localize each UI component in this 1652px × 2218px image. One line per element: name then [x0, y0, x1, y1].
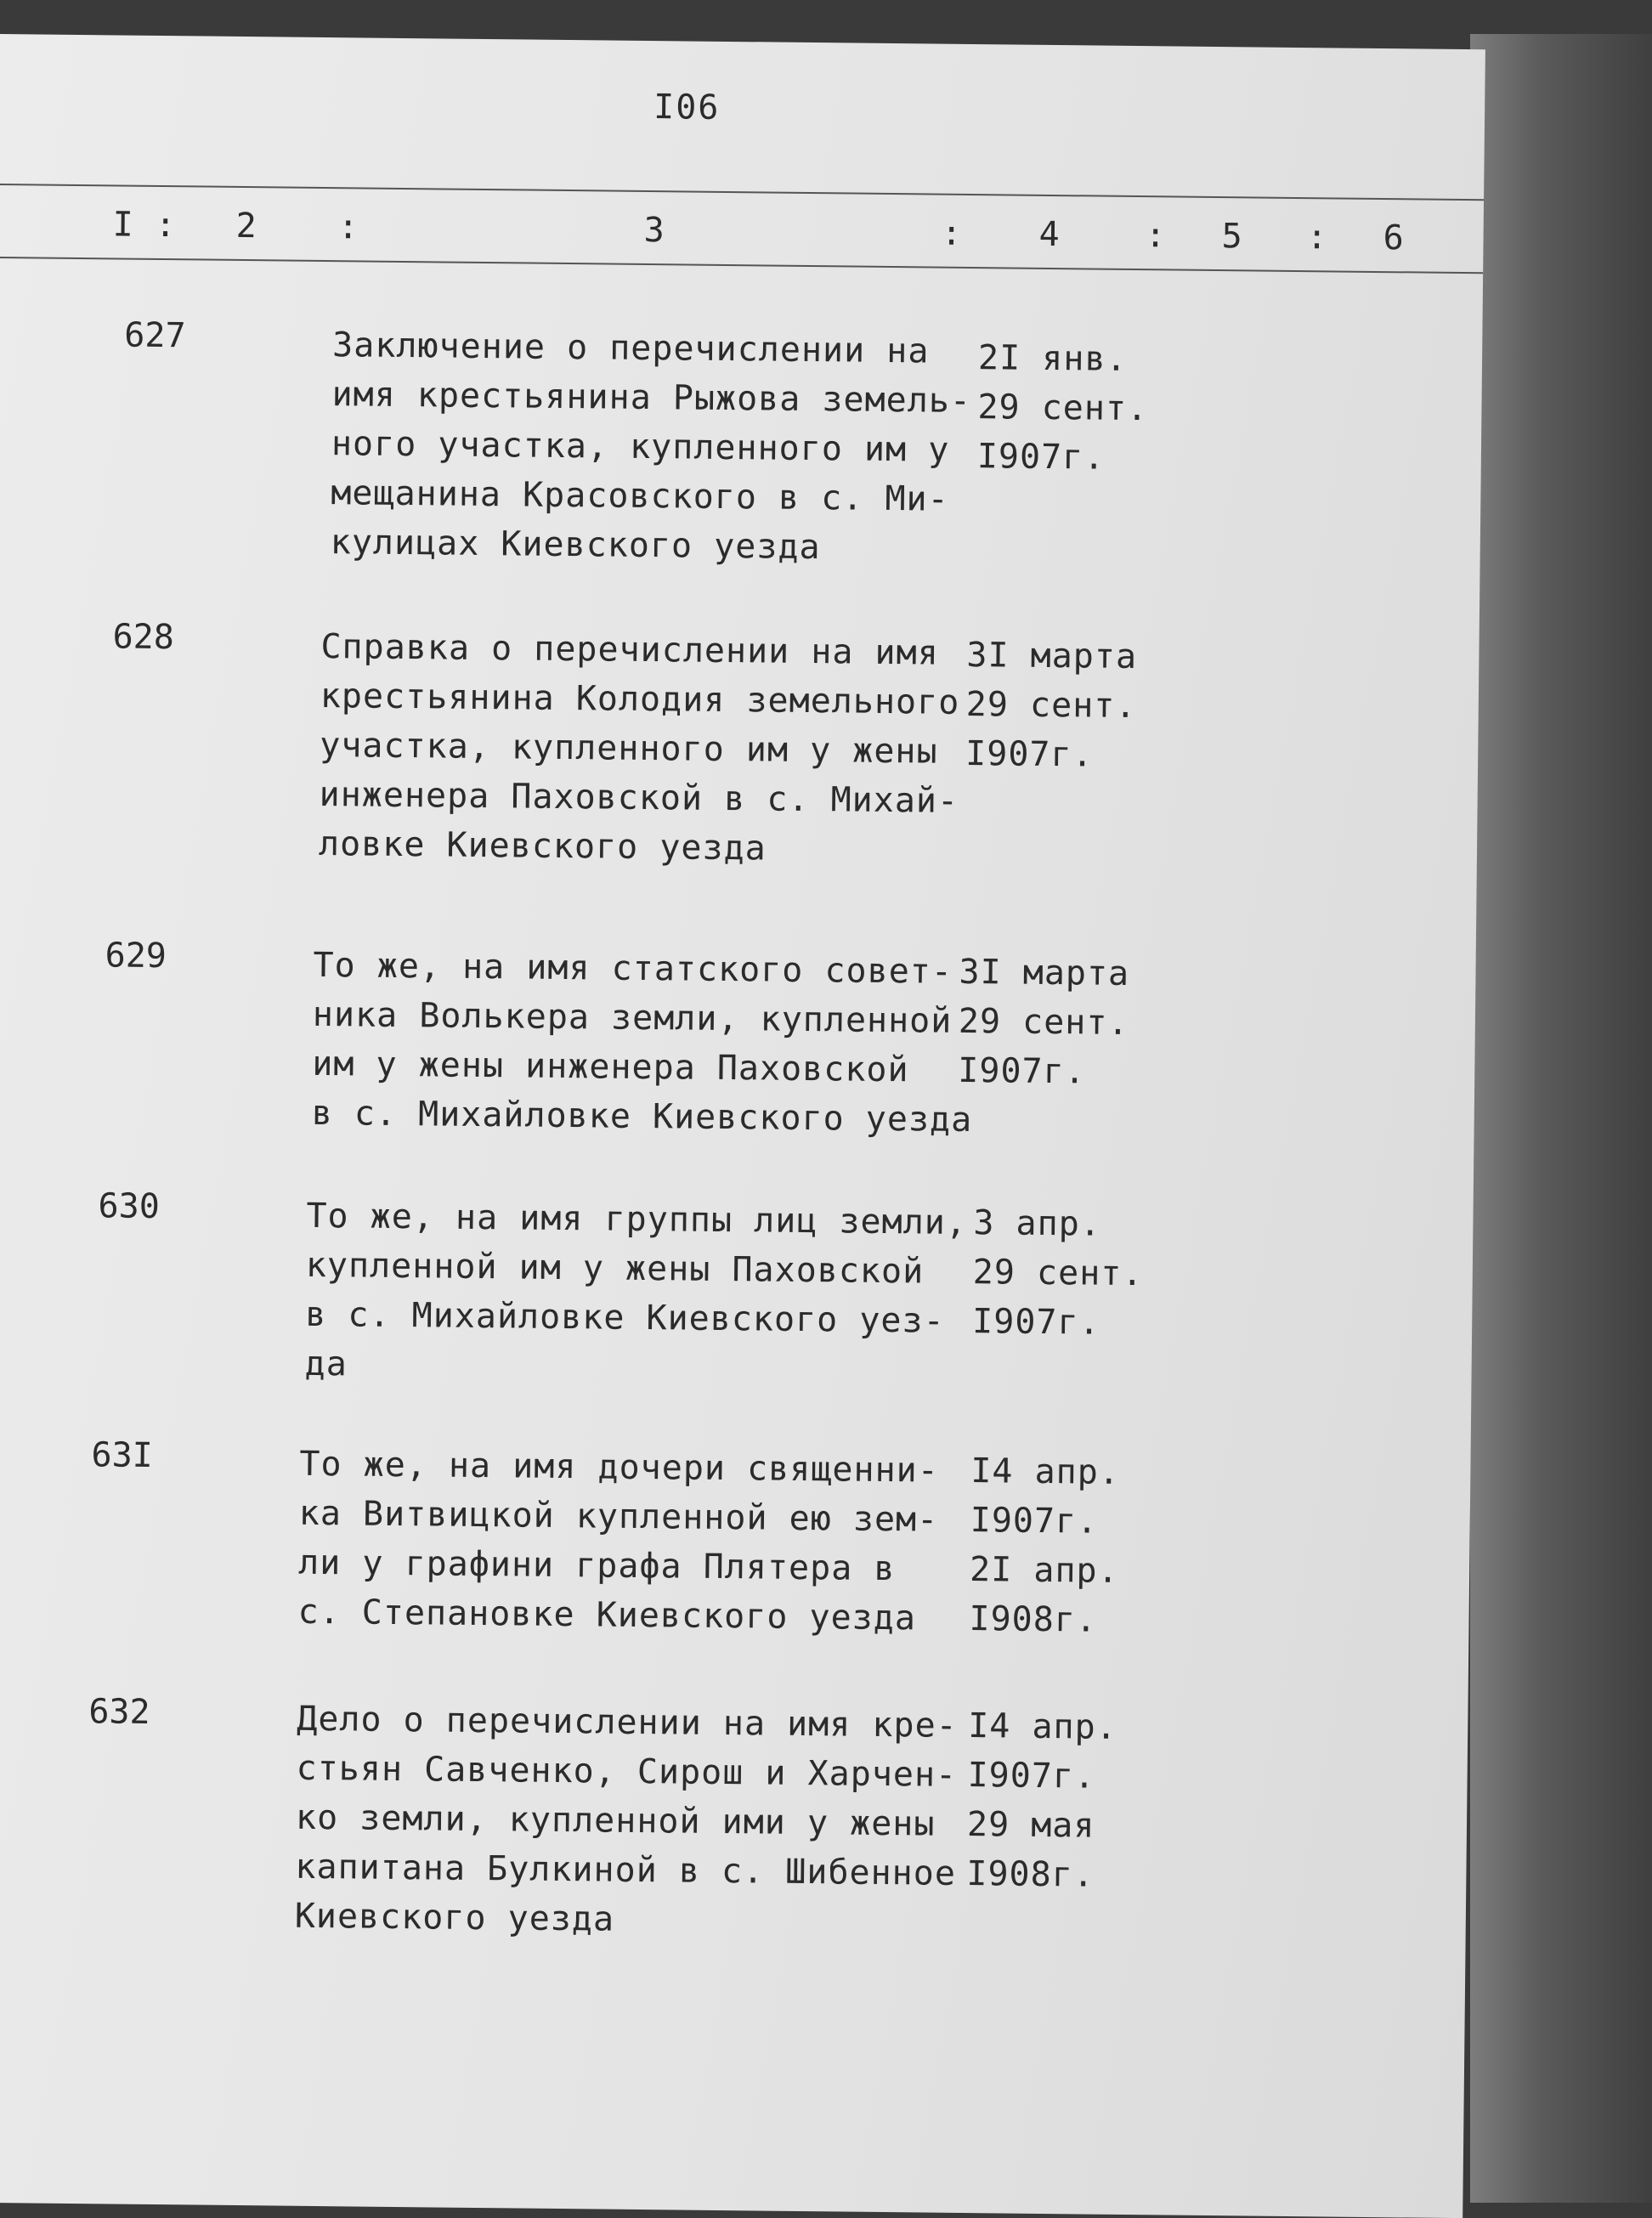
entry-dates: 3I марта 29 сент. I907г.: [965, 635, 1138, 775]
page-number: I06: [653, 88, 721, 127]
column-separator: :: [1145, 216, 1166, 256]
entry-description: То же, на имя статского совет- ника Волькера земли, купленной им у жены инженера Паховской в с. Михайловке Киевского уезда: [311, 945, 973, 1140]
entry-dates: 2I янв. 29 сент. I907г.: [976, 338, 1149, 478]
column-header-6: 6: [1383, 218, 1404, 258]
column-header-4: 4: [1038, 214, 1060, 255]
column-header-2: 2: [235, 206, 257, 246]
column-header-5: 5: [1221, 217, 1242, 257]
column-header-3: 3: [643, 210, 665, 251]
header-rule-top: [0, 184, 1484, 201]
column-separator: :: [941, 213, 962, 253]
entry-dates: 3 апр. 29 сент. I907г.: [971, 1203, 1144, 1343]
entry-dates: I4 апр. I907г. 2I апр. I908г.: [969, 1451, 1121, 1640]
entry-description: Справка о перечислении на имя крестьянина Колодия земельного участка, купленного им у жены инженера Паховской в с. Михай- ловке Киевского уезда: [318, 626, 960, 869]
entry-dates: 3I марта 29 сент. I907г.: [958, 952, 1130, 1092]
entry-number: 630: [98, 1186, 161, 1227]
document-page: [0, 34, 1485, 2218]
entry-number: 628: [112, 617, 175, 658]
column-separator: :: [155, 205, 176, 246]
entry-description: Заключение о перечислении на имя крестьянина Рыжова земель- ного участка, купленного им у мещанина Красовского в с. Ми- кулицах Киевского уезда: [330, 325, 972, 568]
entry-description: Дело о перечислении на имя кре- стьян Савченко, Сирош и Харчен- ко земли, купленной ими у жены капитана Булкиной в с. Шибенное Киевского уезда: [294, 1699, 959, 1939]
column-header-1: I: [112, 205, 133, 245]
header-rule-bottom: [0, 257, 1483, 274]
page-edge-shadow: [1470, 34, 1652, 2203]
entry-number: 629: [105, 936, 167, 976]
entry-number: 627: [124, 315, 186, 356]
column-separator: :: [337, 207, 359, 247]
entry-dates: I4 апр. I907г. 29 мая I908г.: [966, 1706, 1118, 1895]
entry-number: 632: [88, 1692, 150, 1732]
entry-description: То же, на имя дочери священни- ка Витвицкой купленной ею зем- ли у графини графа Плятера в с. Степановке Киевского уезда: [297, 1444, 940, 1638]
entry-number: 63I: [91, 1435, 153, 1475]
entry-description: То же, на имя группы лиц земли, купленной им у жены Паховской в с. Михайловке Киевского уез- да: [304, 1196, 968, 1384]
column-separator: :: [1306, 218, 1327, 257]
